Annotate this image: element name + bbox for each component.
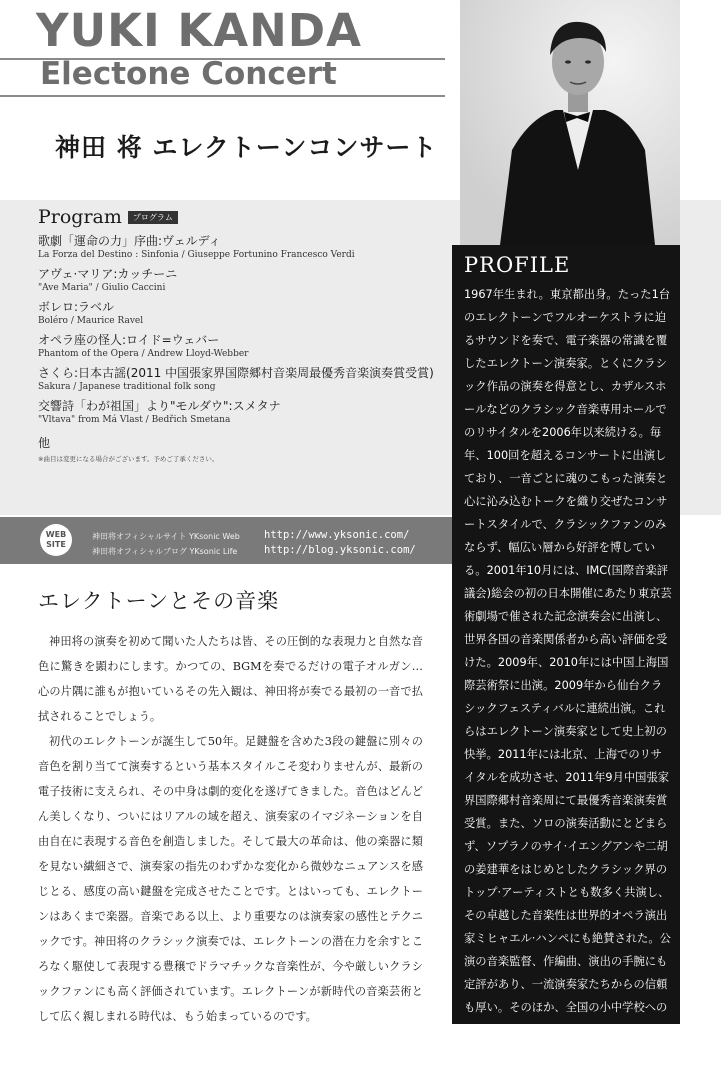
- subtitle-en: Electone Concert: [40, 56, 337, 92]
- program-item-ja: アヴェ·マリア:カッチーニ: [38, 267, 178, 281]
- essay-section: [38, 585, 423, 1029]
- program-item: [38, 398, 443, 426]
- program-item: [38, 299, 443, 327]
- web-badge-top: WEB: [45, 530, 67, 539]
- program-section: [38, 206, 443, 463]
- web-badge-bottom: SITE: [46, 540, 66, 549]
- program-item: [38, 233, 443, 261]
- profile-text: 1967年生まれ。東京都出身。たった1台のエレクトーンでフルオーケストラに迫るサウンドを奏で、電子楽器の常識を覆したエレクトーン演奏家。とくにクラシック作品の演奏を得意とし、カザルスホールなどのクラシック音楽専用ホールでのリサイタルを2006年以来続ける。毎年、100回を超えるコンサートに出演しており、一音ごとに魂のこもった演奏と心に沁み込むトークを織り交ぜたコンサートスタイルで、クラシックファンのみならず、幅広い層から好評を博している。2001年10月には、IMC(国際音楽評議会)総会の初の日本開催にあたり東京芸術劇場で催された記念演奏会に出演し、世界各国の音楽関係者から高い評価を受けた。2009年、2010年には中国上海国際芸術祭に出演。2009年から仙台クラシックフェスティバルに連続出演。これらはエレクトーン演奏家として史上初の快挙。2011年には北京、上海でのリサイタルを成功させ、2011年9月中国張家界国際郷村音楽周にて最優秀音楽演奏賞受賞。また、ソロの演奏活動にとどまらず、ソプラノのサイ·イエングアンや二胡の姜建華をはじめとしたクラシック界のトップ·アーティストとも数多く共演し、その卓越した音楽性は世界的オペラ演出家ミヒャエル·ハンペにも絶賛された。公演の音楽監督、作編曲、演出の手腕にも定評があり、一流演奏家たちからの信頼も厚い。そのほか、全国の小中学校への訪問コンサートを通じ、子供たちに音楽の真価を伝えるための活動も積極的に行なっている。: [464, 288, 672, 1083]
- essay-title: エレクトーンとその音楽: [38, 589, 280, 613]
- header: [0, 0, 460, 200]
- site-label-blog: 神田将オフィシャルブログ YKsonic Life: [92, 547, 238, 556]
- program-item-en: La Forza del Destino : Sinfonia / Giuseppe Fortunino Francesco Verdi: [38, 250, 355, 260]
- site-link-official[interactable]: http://www.yksonic.com/: [264, 529, 410, 541]
- program-other: 他: [38, 436, 51, 450]
- site-label-official: 神田将オフィシャルサイト YKsonic Web: [92, 532, 240, 541]
- program-tag: プログラム: [128, 211, 178, 224]
- profile-panel: [452, 245, 680, 1083]
- program-item-en: "Vltava" from Má Vlast / Bedřich Smetana: [38, 415, 231, 425]
- title-rule-bottom: [0, 95, 445, 97]
- title-ja: 神田 将 エレクトーンコンサート: [55, 133, 438, 162]
- program-item-ja: 歌劇「運命の力」序曲:ヴェルディ: [38, 234, 221, 248]
- program-item-en: Phantom of the Opera / Andrew Lloyd-Webber: [38, 349, 249, 359]
- essay-paragraph: 初代のエレクトーンが誕生して50年。足鍵盤を含めた3段の鍵盤に別々の音色を割り当てて演奏するという基本スタイルこそ変わりませんが、最新の電子技術に支えられ、その中身は劇的変化を遂げてきました。音色はどんどん美しくなり、ついにはリアルの域を超え、演奏家のイマジネーションを自由自在に表現する音色を創造しました。そして最大の革命は、他の楽器に類を見ない繊細さで、演奏家の指先のわずかな変化から微妙なニュアンスを感じとる、感度の高い鍵盤を完成させたことです。とはいっても、エレクトーンはあくまで楽器。音楽である以上、より重要なのは演奏家の感性とテクニックです。神田将のクラシック演奏では、エレクトーンの潜在力を余すところなく駆使して表現する豊穣でドラマチックな音楽性が、今や厳しいクラシックファンにも高く評価されています。エレクトーンが新時代の音楽芸術として広く親しまれる時代は、もう始まっているのです。: [38, 735, 423, 1023]
- site-link-blog[interactable]: http://blog.yksonic.com/: [264, 544, 416, 556]
- program-item-en: Sakura / Japanese traditional folk song: [38, 382, 216, 392]
- program-heading: [38, 206, 443, 228]
- program-item-en: Boléro / Maurice Ravel: [38, 316, 144, 326]
- program-item: [38, 332, 443, 360]
- program-item-ja: オペラ座の怪人:ロイド=ウェバー: [38, 333, 220, 347]
- program-item-ja: さくら:日本古謡(2011 中国張家界国際郷村音楽周最優秀音楽演奏賞受賞): [38, 366, 434, 380]
- title-en: YUKI KANDA: [36, 4, 362, 57]
- program-note: ※曲目は変更になる場合がございます。予めご了承ください。: [38, 455, 219, 463]
- profile-title: PROFILE: [464, 253, 571, 277]
- program-item-ja: 交響詩「わが祖国」より"モルダウ":スメタナ: [38, 399, 281, 413]
- program-item: [38, 266, 443, 294]
- performer-portrait-image: [460, 0, 680, 245]
- program-item-ja: ボレロ:ラベル: [38, 300, 115, 314]
- performer-photo: [460, 0, 680, 245]
- program-title: Program: [38, 206, 122, 228]
- web-site-badge: [40, 524, 72, 556]
- program-item: [38, 365, 443, 393]
- program-item-en: "Ave Maria" / Giulio Caccini: [38, 283, 166, 293]
- essay-paragraph: 神田将の演奏を初めて聞いた人たちは皆、その圧倒的な表現力と自然な音色に驚きを顕わにします。かつての、BGMを奏でるだけの電子オルガン…心の片隅に誰もが抱いているその先入観は、神田将が奏でる最初の一音で払拭されることでしょう。: [38, 635, 423, 723]
